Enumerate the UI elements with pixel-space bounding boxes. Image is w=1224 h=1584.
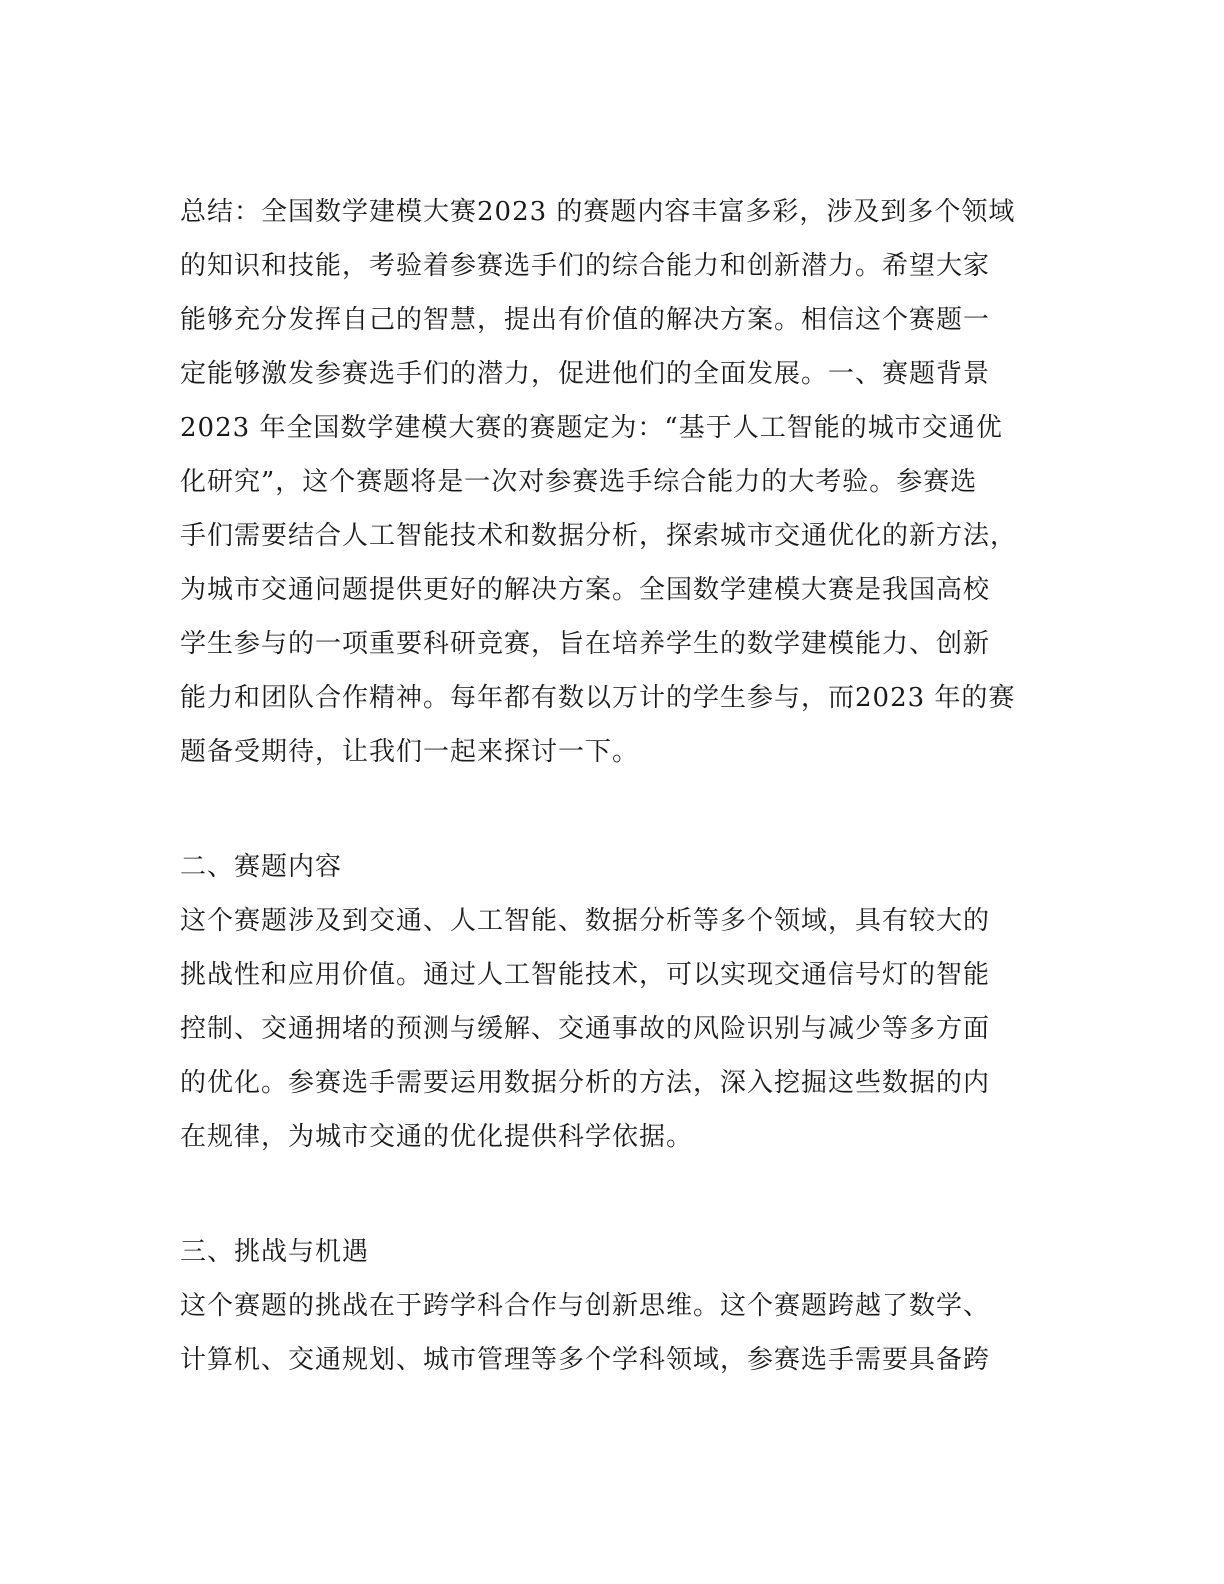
summary-line: 总结：全国数学建模大赛2023 的赛题内容丰富多彩，涉及到多个领域 (180, 197, 1016, 227)
summary-line: 为城市交通问题提供更好的解决方案。全国数学建模大赛是我国高校 (180, 575, 991, 605)
summary-line: 学生参与的一项重要科研竞赛，旨在培养学生的数学建模能力、创新 (180, 629, 991, 659)
summary-line: 的知识和技能，考验着参赛选手们的综合能力和创新潜力。希望大家 (180, 251, 991, 281)
summary-line: 题备受期待，让我们一起来探讨一下。 (180, 737, 640, 767)
section-line: 挑战性和应用价值。通过人工智能技术，可以实现交通信号灯的智能 (180, 960, 991, 990)
summary-line: 定能够激发参赛选手们的潜力，促进他们的全面发展。一、赛题背景 (180, 359, 991, 389)
summary-line: 能力和团队合作精神。每年都有数以万计的学生参与，而2023 年的赛 (180, 683, 1016, 713)
summary-line: 手们需要结合人工智能技术和数据分析，探索城市交通优化的新方法， (180, 521, 1018, 551)
section-line: 这个赛题的挑战在于跨学科合作与创新思维。这个赛题跨越了数学、 (180, 1291, 991, 1321)
section-line: 控制、交通拥堵的预测与缓解、交通事故的风险识别与减少等多方面 (180, 1014, 991, 1044)
summary-line: 能够充分发挥自己的智慧，提出有价值的解决方案。相信这个赛题一 (180, 305, 991, 335)
section-line: 计算机、交通规划、城市管理等多个学科领域，参赛选手需要具备跨 (180, 1345, 991, 1375)
section-heading: 二、赛题内容 (180, 852, 343, 882)
summary-line: 化研究”，这个赛题将是一次对参赛选手综合能力的大考验。参赛选 (180, 467, 978, 497)
section-heading: 三、挑战与机遇 (180, 1237, 370, 1267)
section-line: 的优化。参赛选手需要运用数据分析的方法，深入挖掘这些数据的内 (180, 1068, 991, 1098)
summary-line: 2023 年全国数学建模大赛的赛题定为：“基于人工智能的城市交通优 (180, 413, 1003, 443)
section-line: 在规律，为城市交通的优化提供科学依据。 (180, 1122, 694, 1152)
section-line: 这个赛题涉及到交通、人工智能、数据分析等多个领域，具有较大的 (180, 906, 991, 936)
